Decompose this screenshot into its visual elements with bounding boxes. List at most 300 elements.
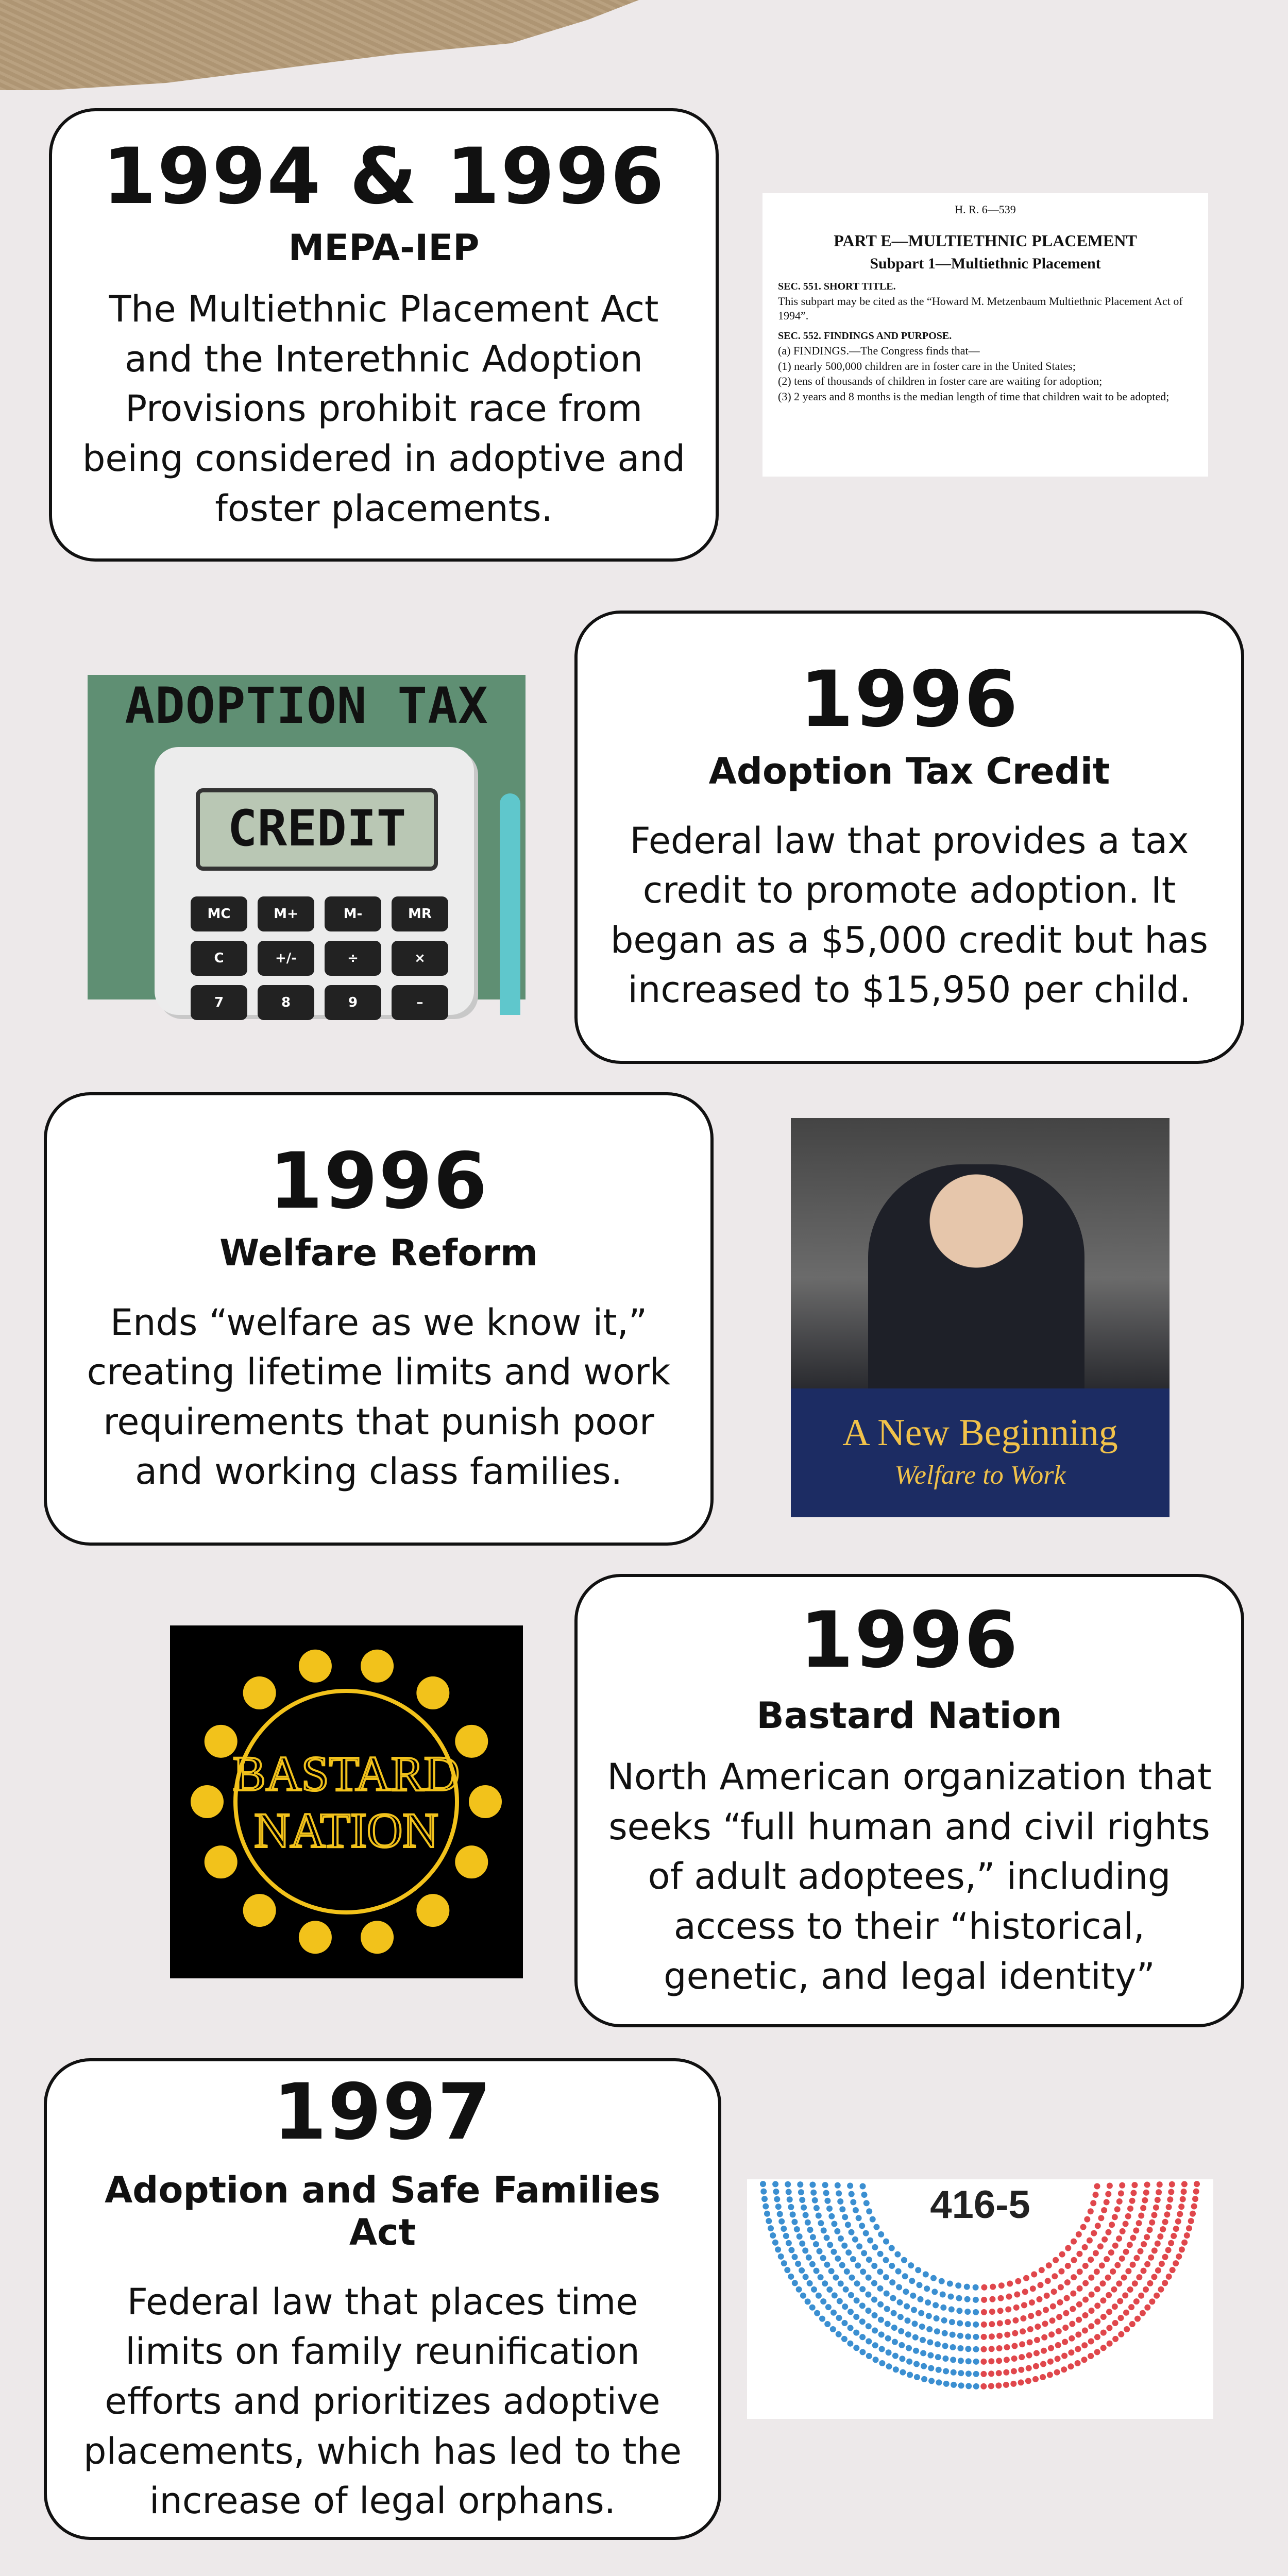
seat-dot: [998, 2295, 1004, 2301]
seat-dot: [831, 2249, 837, 2255]
seat-dot: [1099, 2262, 1105, 2268]
seat-dot: [1035, 2324, 1041, 2330]
seat-dot: [1157, 2233, 1163, 2240]
seat-dot: [1019, 2341, 1025, 2347]
seat-dot: [1120, 2228, 1126, 2234]
seat-dot: [902, 2273, 908, 2279]
calc-key: M+: [258, 896, 314, 931]
seat-dot: [1028, 2313, 1034, 2319]
calc-key: C: [191, 941, 247, 976]
seat-dot: [786, 2240, 792, 2246]
seat-dot: [877, 2268, 883, 2275]
seat-dot: [893, 2366, 899, 2372]
seat-dot: [832, 2292, 838, 2298]
seat-dot: [1171, 2233, 1177, 2239]
seat-dot: [965, 2383, 972, 2389]
seat-dot: [841, 2336, 848, 2342]
seat-dot: [1151, 2247, 1158, 2253]
seat-dot: [1033, 2350, 1040, 2357]
seat-dot: [973, 2346, 979, 2352]
logo-ray-blob: [361, 1921, 394, 1954]
seat-dot: [934, 2315, 940, 2321]
seat-dot: [1058, 2268, 1064, 2275]
seat-dot: [1082, 2328, 1088, 2334]
seat-dot: [816, 2293, 822, 2299]
seat-dot: [1119, 2256, 1125, 2262]
seat-dot: [883, 2239, 889, 2245]
seat-dot: [1020, 2315, 1026, 2321]
seat-dot: [1088, 2323, 1094, 2329]
seat-dot: [878, 2331, 885, 2337]
seat-dot: [1012, 2317, 1019, 2324]
seat-dot: [1112, 2303, 1118, 2310]
seat-dot: [824, 2235, 830, 2241]
seat-dot: [897, 2314, 904, 2320]
seat-dot: [1034, 2337, 1040, 2343]
seat-dot: [1014, 2292, 1020, 2298]
seat-dot: [820, 2298, 826, 2304]
seat-dot: [792, 2280, 798, 2286]
seat-dot: [883, 2257, 889, 2263]
seat-dot: [901, 2257, 907, 2263]
seat-dot: [1107, 2341, 1113, 2347]
seat-dot: [981, 2284, 987, 2291]
seat-dot: [860, 2268, 866, 2275]
seat-dot: [1130, 2235, 1136, 2241]
seat-dot: [950, 2332, 956, 2338]
seat-dot: [924, 2285, 930, 2292]
seat-dot: [1026, 2365, 1032, 2371]
seat-dot: [1162, 2254, 1168, 2260]
seat-dot: [1082, 2263, 1089, 2269]
seat-dot: [841, 2243, 848, 2249]
seat-dot: [885, 2321, 891, 2327]
seat-dot: [934, 2328, 940, 2334]
seat-dot: [866, 2353, 872, 2359]
seat-dot: [867, 2238, 873, 2244]
seat-dot: [859, 2349, 866, 2355]
seat-dot: [894, 2251, 901, 2258]
seat-dot: [802, 2247, 808, 2253]
seat-dot: [839, 2262, 845, 2268]
seat-dot: [1010, 2381, 1016, 2387]
seat-dot: [904, 2303, 910, 2310]
seat-dot: [1022, 2289, 1028, 2295]
card-year: 1996: [269, 1137, 488, 1227]
seat-dot: [931, 2289, 938, 2295]
seat-dot: [943, 2381, 950, 2387]
seat-dot: [835, 2256, 841, 2262]
seat-dot: [1031, 2272, 1037, 2278]
seat-dot: [1042, 2320, 1048, 2327]
seat-dot: [995, 2382, 1002, 2388]
seat-dot: [1018, 2367, 1024, 2373]
seat-dot: [936, 2379, 942, 2385]
seat-dot: [1123, 2310, 1129, 2316]
logo-ray-blob: [299, 1650, 332, 1683]
seat-dot: [965, 2321, 971, 2327]
doc-subpart-title: Subpart 1—Multiethnic Placement: [870, 255, 1101, 272]
seat-dot: [1118, 2331, 1124, 2337]
seat-dot: [1106, 2309, 1112, 2315]
seat-dot: [807, 2280, 813, 2286]
seat-dot: [1004, 2332, 1010, 2338]
seat-dot: [1158, 2286, 1164, 2293]
seat-dot: [838, 2280, 844, 2286]
seat-dot: [915, 2267, 921, 2273]
seat-dot: [859, 2286, 866, 2292]
logo-ray-blob: [455, 1845, 488, 1878]
seat-dot: [1065, 2263, 1071, 2269]
seat-dot: [778, 2253, 784, 2260]
calculator-icon: [155, 747, 474, 1015]
seat-dot: [807, 2227, 814, 2233]
seat-dot: [942, 2343, 948, 2349]
seat-dot: [1036, 2310, 1042, 2316]
seat-dot: [919, 2324, 925, 2330]
seat-dot: [1118, 2315, 1124, 2321]
seat-dot: [1111, 2286, 1117, 2293]
seat-dot: [899, 2342, 905, 2348]
seat-dot: [837, 2298, 843, 2304]
seat-dot: [997, 2320, 1003, 2327]
calc-key: ×: [392, 941, 448, 976]
seat-dot: [866, 2308, 872, 2314]
seat-dot: [898, 2328, 904, 2334]
seat-dot: [921, 2363, 927, 2369]
seat-dot: [871, 2263, 877, 2269]
seat-dot: [1094, 2268, 1100, 2275]
seat-dot: [1105, 2275, 1111, 2281]
seat-dot: [927, 2352, 934, 2359]
seat-dot: [988, 2358, 994, 2364]
seat-dot: [891, 2310, 897, 2316]
seat-dot: [1116, 2280, 1122, 2286]
seat-dot: [775, 2246, 781, 2252]
seat-dot: [852, 2236, 858, 2243]
seat-dot: [1147, 2280, 1153, 2286]
seat-dot: [855, 2262, 861, 2268]
seat-dot: [1130, 2262, 1136, 2268]
seat-dot: [897, 2299, 903, 2306]
seat-dot: [939, 2278, 945, 2284]
timeline-card-asfa: [44, 2058, 721, 2540]
seat-dot: [886, 2363, 892, 2369]
seat-dot: [950, 2344, 956, 2350]
seat-dot: [884, 2291, 890, 2297]
seat-dot: [1144, 2234, 1150, 2240]
seat-dot: [770, 2232, 776, 2239]
seat-dot: [1088, 2257, 1094, 2263]
seat-dot: [833, 2275, 839, 2281]
seat-dot: [1041, 2348, 1047, 2354]
seat-dot: [1121, 2275, 1127, 2281]
seat-dot: [910, 2293, 916, 2299]
seat-dot: [1087, 2238, 1093, 2244]
seat-dot: [980, 2359, 987, 2365]
seat-dot: [836, 2315, 842, 2321]
seat-dot: [1077, 2268, 1083, 2275]
card-body: Ends “welfare as we know it,” creating lifetime limits and work requirements that punish poor and working class families.: [87, 1301, 671, 1493]
seat-dot: [973, 2309, 979, 2315]
doc-text: (a) FINDINGS.—The Congress finds that—: [778, 344, 980, 357]
seat-dot: [1076, 2317, 1082, 2323]
seat-dot: [964, 2309, 971, 2315]
seat-dot: [948, 2294, 954, 2300]
seat-dot: [1138, 2248, 1144, 2255]
seat-dot: [1166, 2274, 1172, 2280]
seat-dot: [1004, 2344, 1010, 2350]
seat-dot: [1071, 2257, 1077, 2263]
seat-dot: [1159, 2261, 1165, 2267]
seat-dot: [805, 2298, 811, 2304]
seat-dot: [1128, 2304, 1134, 2310]
seat-dot: [1100, 2280, 1106, 2286]
seat-dot: [885, 2335, 891, 2342]
seat-dot: [1110, 2268, 1116, 2275]
seat-dot: [918, 2310, 924, 2316]
seat-dot: [1100, 2345, 1107, 2351]
seat-dot: [1061, 2353, 1067, 2359]
seat-dot: [1122, 2292, 1128, 2298]
seat-dot: [1147, 2227, 1153, 2233]
seat-dot: [822, 2280, 828, 2286]
seat-dot: [911, 2307, 917, 2313]
seat-dot: [836, 2331, 842, 2337]
seat-dot: [1127, 2286, 1133, 2293]
seat-dot: [796, 2233, 803, 2240]
seat-dot: [820, 2255, 826, 2261]
seat-dot: [1133, 2255, 1140, 2261]
logo-text-line-2: NATION: [254, 1803, 438, 1858]
seat-dot: [935, 2341, 941, 2347]
seat-dot: [1051, 2289, 1057, 2295]
seat-dot: [1053, 2257, 1059, 2263]
seat-dot: [821, 2227, 827, 2233]
seat-dot: [981, 2321, 987, 2328]
seat-dot: [814, 2268, 820, 2274]
doc-text: (1) nearly 500,000 children are in foster care in the United States;: [778, 359, 1076, 372]
vote-tally: 416-5: [930, 2183, 1030, 2227]
seat-dot: [989, 2309, 995, 2315]
logo-text-line-1: BASTARD: [232, 1746, 460, 1801]
seat-dot: [981, 2346, 987, 2352]
seat-dot: [1048, 2345, 1054, 2351]
seat-dot: [865, 2292, 871, 2298]
seat-dot: [965, 2358, 972, 2364]
seat-dot: [1063, 2310, 1069, 2316]
seat-dot: [1048, 2331, 1055, 2337]
seat-dot: [940, 2292, 946, 2298]
seat-dot: [1082, 2297, 1089, 2303]
seat-dot: [1033, 2363, 1039, 2369]
card-title: MEPA-IEP: [288, 227, 480, 269]
seat-dot: [1143, 2286, 1149, 2293]
seat-dot: [1094, 2318, 1100, 2325]
seat-dot: [806, 2255, 812, 2261]
seat-dot: [973, 2371, 979, 2377]
seat-dot: [1038, 2282, 1044, 2288]
seat-dot: [872, 2342, 878, 2348]
doc-text: (2) tens of thousands of children in foster care are waiting for adoption;: [778, 375, 1103, 387]
seat-dot: [998, 2282, 1005, 2289]
seat-dot: [988, 2383, 994, 2389]
card-year: 1997: [273, 2067, 493, 2158]
seat-dot: [788, 2274, 794, 2280]
logo-ray-blob: [243, 1894, 276, 1927]
logo-ray-blob: [455, 1725, 488, 1758]
seat-dot: [1133, 2227, 1139, 2233]
seat-dot: [957, 2345, 963, 2351]
seat-dot: [1104, 2256, 1110, 2262]
seat-dot: [1088, 2275, 1094, 2281]
seat-dot: [1064, 2295, 1070, 2301]
seat-dot: [1168, 2240, 1174, 2246]
seat-dot: [1075, 2331, 1081, 2337]
seat-dot: [1055, 2355, 1061, 2362]
seat-dot: [799, 2267, 805, 2274]
seat-dot: [883, 2274, 889, 2280]
seat-dot: [866, 2338, 872, 2345]
seat-dot: [1020, 2328, 1026, 2334]
seat-dot: [1076, 2231, 1082, 2238]
logo-ray-blob: [416, 1676, 449, 1709]
seat-dot: [838, 2235, 844, 2242]
seat-dot: [1011, 2343, 1018, 2349]
seat-dot: [1055, 2342, 1061, 2348]
adoption-tax-credit-image: [88, 675, 526, 1010]
seat-dot: [1133, 2298, 1140, 2304]
seat-dot: [1030, 2285, 1036, 2292]
seat-dot: [1100, 2314, 1107, 2320]
seat-dot: [1049, 2317, 1056, 2324]
seat-dot: [830, 2326, 836, 2332]
seat-dot: [1097, 2243, 1104, 2249]
seat-dot: [908, 2262, 914, 2268]
calc-key: M-: [325, 896, 381, 931]
seat-dot: [918, 2296, 924, 2302]
doc-text: This subpart may be cited as the “Howard M. Metzenbaum Multiethnic Placement Act of 1994”.: [778, 295, 1183, 322]
seat-dot: [1117, 2298, 1123, 2304]
seat-dot: [1101, 2236, 1108, 2243]
calc-key: 7: [191, 985, 247, 1020]
calc-display: CREDIT: [196, 788, 438, 871]
seat-dot: [1047, 2372, 1053, 2378]
seat-dot: [928, 2365, 934, 2371]
calc-key: –: [392, 985, 448, 1020]
seat-dot: [866, 2323, 872, 2329]
seat-dot: [973, 2284, 979, 2291]
seat-dot: [973, 2297, 979, 2303]
seat-dot: [1041, 2334, 1047, 2341]
seat-dot: [1070, 2291, 1076, 2297]
seat-dot: [879, 2360, 885, 2366]
seat-dot: [1094, 2334, 1100, 2340]
seat-dot: [1003, 2369, 1009, 2376]
seat-dot: [879, 2346, 885, 2352]
seat-dot: [792, 2254, 798, 2260]
seat-dot: [1112, 2336, 1118, 2342]
seat-dot: [1011, 2355, 1018, 2362]
seat-dot: [872, 2328, 878, 2334]
seat-dot: [906, 2359, 912, 2365]
seat-dot: [1144, 2261, 1150, 2267]
seat-dot: [853, 2314, 859, 2320]
seat-dot: [1127, 2242, 1133, 2248]
seat-dot: [1068, 2363, 1074, 2369]
seat-dot: [1070, 2306, 1076, 2312]
seat-dot: [1025, 2378, 1031, 2384]
seat-dot: [957, 2320, 963, 2327]
seat-dot: [853, 2345, 859, 2351]
seat-dot: [1050, 2303, 1056, 2310]
seat-dot: [1064, 2279, 1071, 2285]
seat-dot: [1082, 2312, 1089, 2318]
seat-dot: [872, 2312, 878, 2318]
seat-dot: [973, 2359, 979, 2365]
seat-dot: [1184, 2232, 1190, 2239]
seat-dot: [848, 2309, 854, 2315]
banner-line-1: A New Beginning: [842, 1412, 1118, 1454]
seat-dot: [878, 2231, 884, 2238]
seat-dot: [933, 2302, 939, 2308]
seat-dot: [997, 2308, 1004, 2314]
seat-dot: [1013, 2304, 1020, 2311]
seat-dot: [964, 2284, 970, 2290]
seat-dot: [784, 2267, 790, 2273]
seat-dot: [871, 2280, 877, 2286]
seat-dot: [1154, 2293, 1160, 2299]
logo-ray-blob: [416, 1894, 449, 1927]
seat-dot: [796, 2286, 802, 2293]
card-title: Adoption and Safe Families Act: [105, 2168, 660, 2253]
seat-dot: [1023, 2275, 1029, 2281]
seat-dot: [1012, 2330, 1018, 2336]
calc-key: 8: [258, 985, 314, 1020]
calc-key: 9: [325, 985, 381, 1020]
seat-dot: [818, 2274, 824, 2280]
seat-dot: [1040, 2361, 1046, 2367]
seat-dot: [892, 2353, 899, 2359]
seat-dot: [853, 2330, 859, 2336]
seat-dot: [1054, 2369, 1060, 2376]
seat-dot: [941, 2317, 947, 2324]
seat-dot: [1061, 2366, 1067, 2372]
seat-dot: [1151, 2274, 1157, 2280]
logo-ray-blob: [243, 1676, 276, 1709]
seat-dot: [996, 2333, 1003, 2339]
timeline-card-bastard-nation: [574, 1574, 1244, 2027]
seat-dot: [884, 2306, 890, 2312]
seat-dot: [990, 2284, 996, 2290]
seat-dot: [926, 2326, 933, 2332]
seat-dot: [1021, 2302, 1027, 2308]
seat-dot: [813, 2241, 819, 2247]
seat-dot: [1043, 2307, 1049, 2313]
seat-dot: [899, 2355, 905, 2362]
seat-dot: [809, 2261, 816, 2267]
seat-dot: [850, 2256, 856, 2262]
seat-dot: [1093, 2250, 1099, 2256]
seat-dot: [1071, 2239, 1077, 2245]
seat-dot: [799, 2241, 805, 2247]
seat-dot: [909, 2278, 915, 2284]
calc-key: MR: [392, 896, 448, 931]
seat-dot: [891, 2325, 897, 2331]
podium-banner: [791, 1388, 1170, 1517]
seat-dot: [1082, 2280, 1089, 2286]
seat-dot: [1046, 2262, 1052, 2268]
